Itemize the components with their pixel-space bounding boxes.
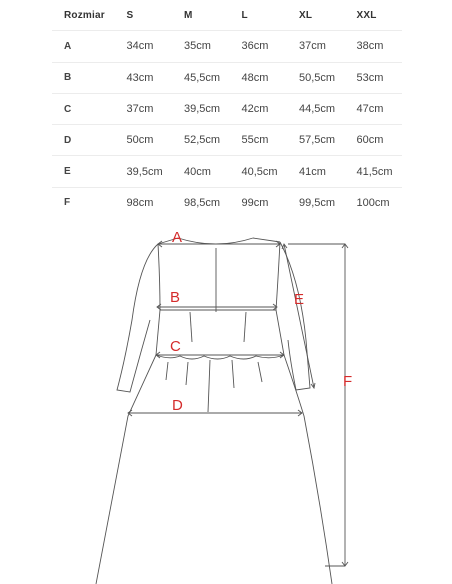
- measurement-labels: [170, 229, 352, 414]
- row-label: A: [52, 31, 115, 62]
- table-cell: 47cm: [344, 93, 402, 124]
- header-cell: S: [115, 0, 172, 31]
- header-cell: XXL: [344, 0, 402, 31]
- table-cell: 39,5cm: [172, 93, 229, 124]
- dart-left: [190, 312, 192, 342]
- sleeve-right: [280, 242, 310, 390]
- row-label: C: [52, 93, 115, 124]
- table-cell: 38cm: [344, 31, 402, 62]
- size-table: [52, 0, 402, 218]
- dress-measurement-diagram: [0, 220, 452, 584]
- table-row: [52, 62, 402, 93]
- table-row: [52, 125, 402, 156]
- table-cell: 34cm: [115, 31, 172, 62]
- row-label: D: [52, 125, 115, 156]
- label-e: E: [294, 291, 305, 308]
- table-row: [52, 93, 402, 124]
- table-cell: 41,5cm: [344, 156, 402, 187]
- table-cell: 99,5cm: [298, 196, 336, 209]
- label-c: C: [170, 338, 181, 355]
- measure-e-line: [284, 244, 314, 388]
- skirt-right: [284, 355, 332, 584]
- table-cell: 36cm: [230, 31, 287, 62]
- table-cell: 40cm: [172, 156, 229, 187]
- table-row: [52, 187, 402, 218]
- table-header-row: [52, 0, 402, 31]
- skirt-left: [96, 355, 156, 584]
- label-b: B: [170, 289, 181, 306]
- table-cell: 52,5cm: [172, 125, 229, 156]
- table-row: [52, 31, 402, 62]
- table-cell: 57,5cm: [287, 125, 344, 156]
- table-cell: 44,5cm: [287, 93, 344, 124]
- bodice-right: [276, 242, 284, 355]
- table-cell: 100cm: [356, 196, 390, 209]
- row-label: E: [52, 156, 115, 187]
- table-cell: 43cm: [115, 62, 172, 93]
- table-cell: 98,5cm: [184, 196, 221, 209]
- row-label: B: [52, 62, 115, 93]
- header-cell: M: [172, 0, 229, 31]
- label-d: D: [172, 397, 183, 414]
- table-cell: 35cm: [172, 31, 229, 62]
- row-label: F: [64, 197, 71, 209]
- table-cell: 42cm: [230, 93, 287, 124]
- header-cell: Rozmiar: [52, 0, 115, 31]
- label-f: F: [343, 373, 353, 390]
- table-cell: 37cm: [115, 93, 172, 124]
- table-cell: 40,5cm: [230, 156, 287, 187]
- measurement-lines: [128, 241, 348, 566]
- bodice-left: [156, 244, 160, 355]
- table-cell: 50cm: [115, 125, 172, 156]
- table-cell: 45,5cm: [172, 62, 229, 93]
- table-cell: 55cm: [230, 125, 287, 156]
- table-cell: 60cm: [344, 125, 402, 156]
- table-cell: 48cm: [230, 62, 287, 93]
- header-cell: XL: [287, 0, 344, 31]
- table-cell: 99cm: [241, 196, 269, 209]
- table-cell: 37cm: [287, 31, 344, 62]
- table-cell: 41cm: [287, 156, 344, 187]
- table-cell: 98cm: [126, 196, 154, 209]
- sleeve-left: [117, 244, 158, 392]
- gather-line: [156, 355, 284, 359]
- table-cell: 50,5cm: [287, 62, 344, 93]
- dart-right: [244, 312, 246, 342]
- table-cell: 39,5cm: [115, 156, 172, 187]
- neckline: [178, 238, 253, 244]
- label-a: A: [172, 229, 183, 246]
- table-cell: 53cm: [344, 62, 402, 93]
- header-cell: L: [230, 0, 287, 31]
- table-row: [52, 156, 402, 187]
